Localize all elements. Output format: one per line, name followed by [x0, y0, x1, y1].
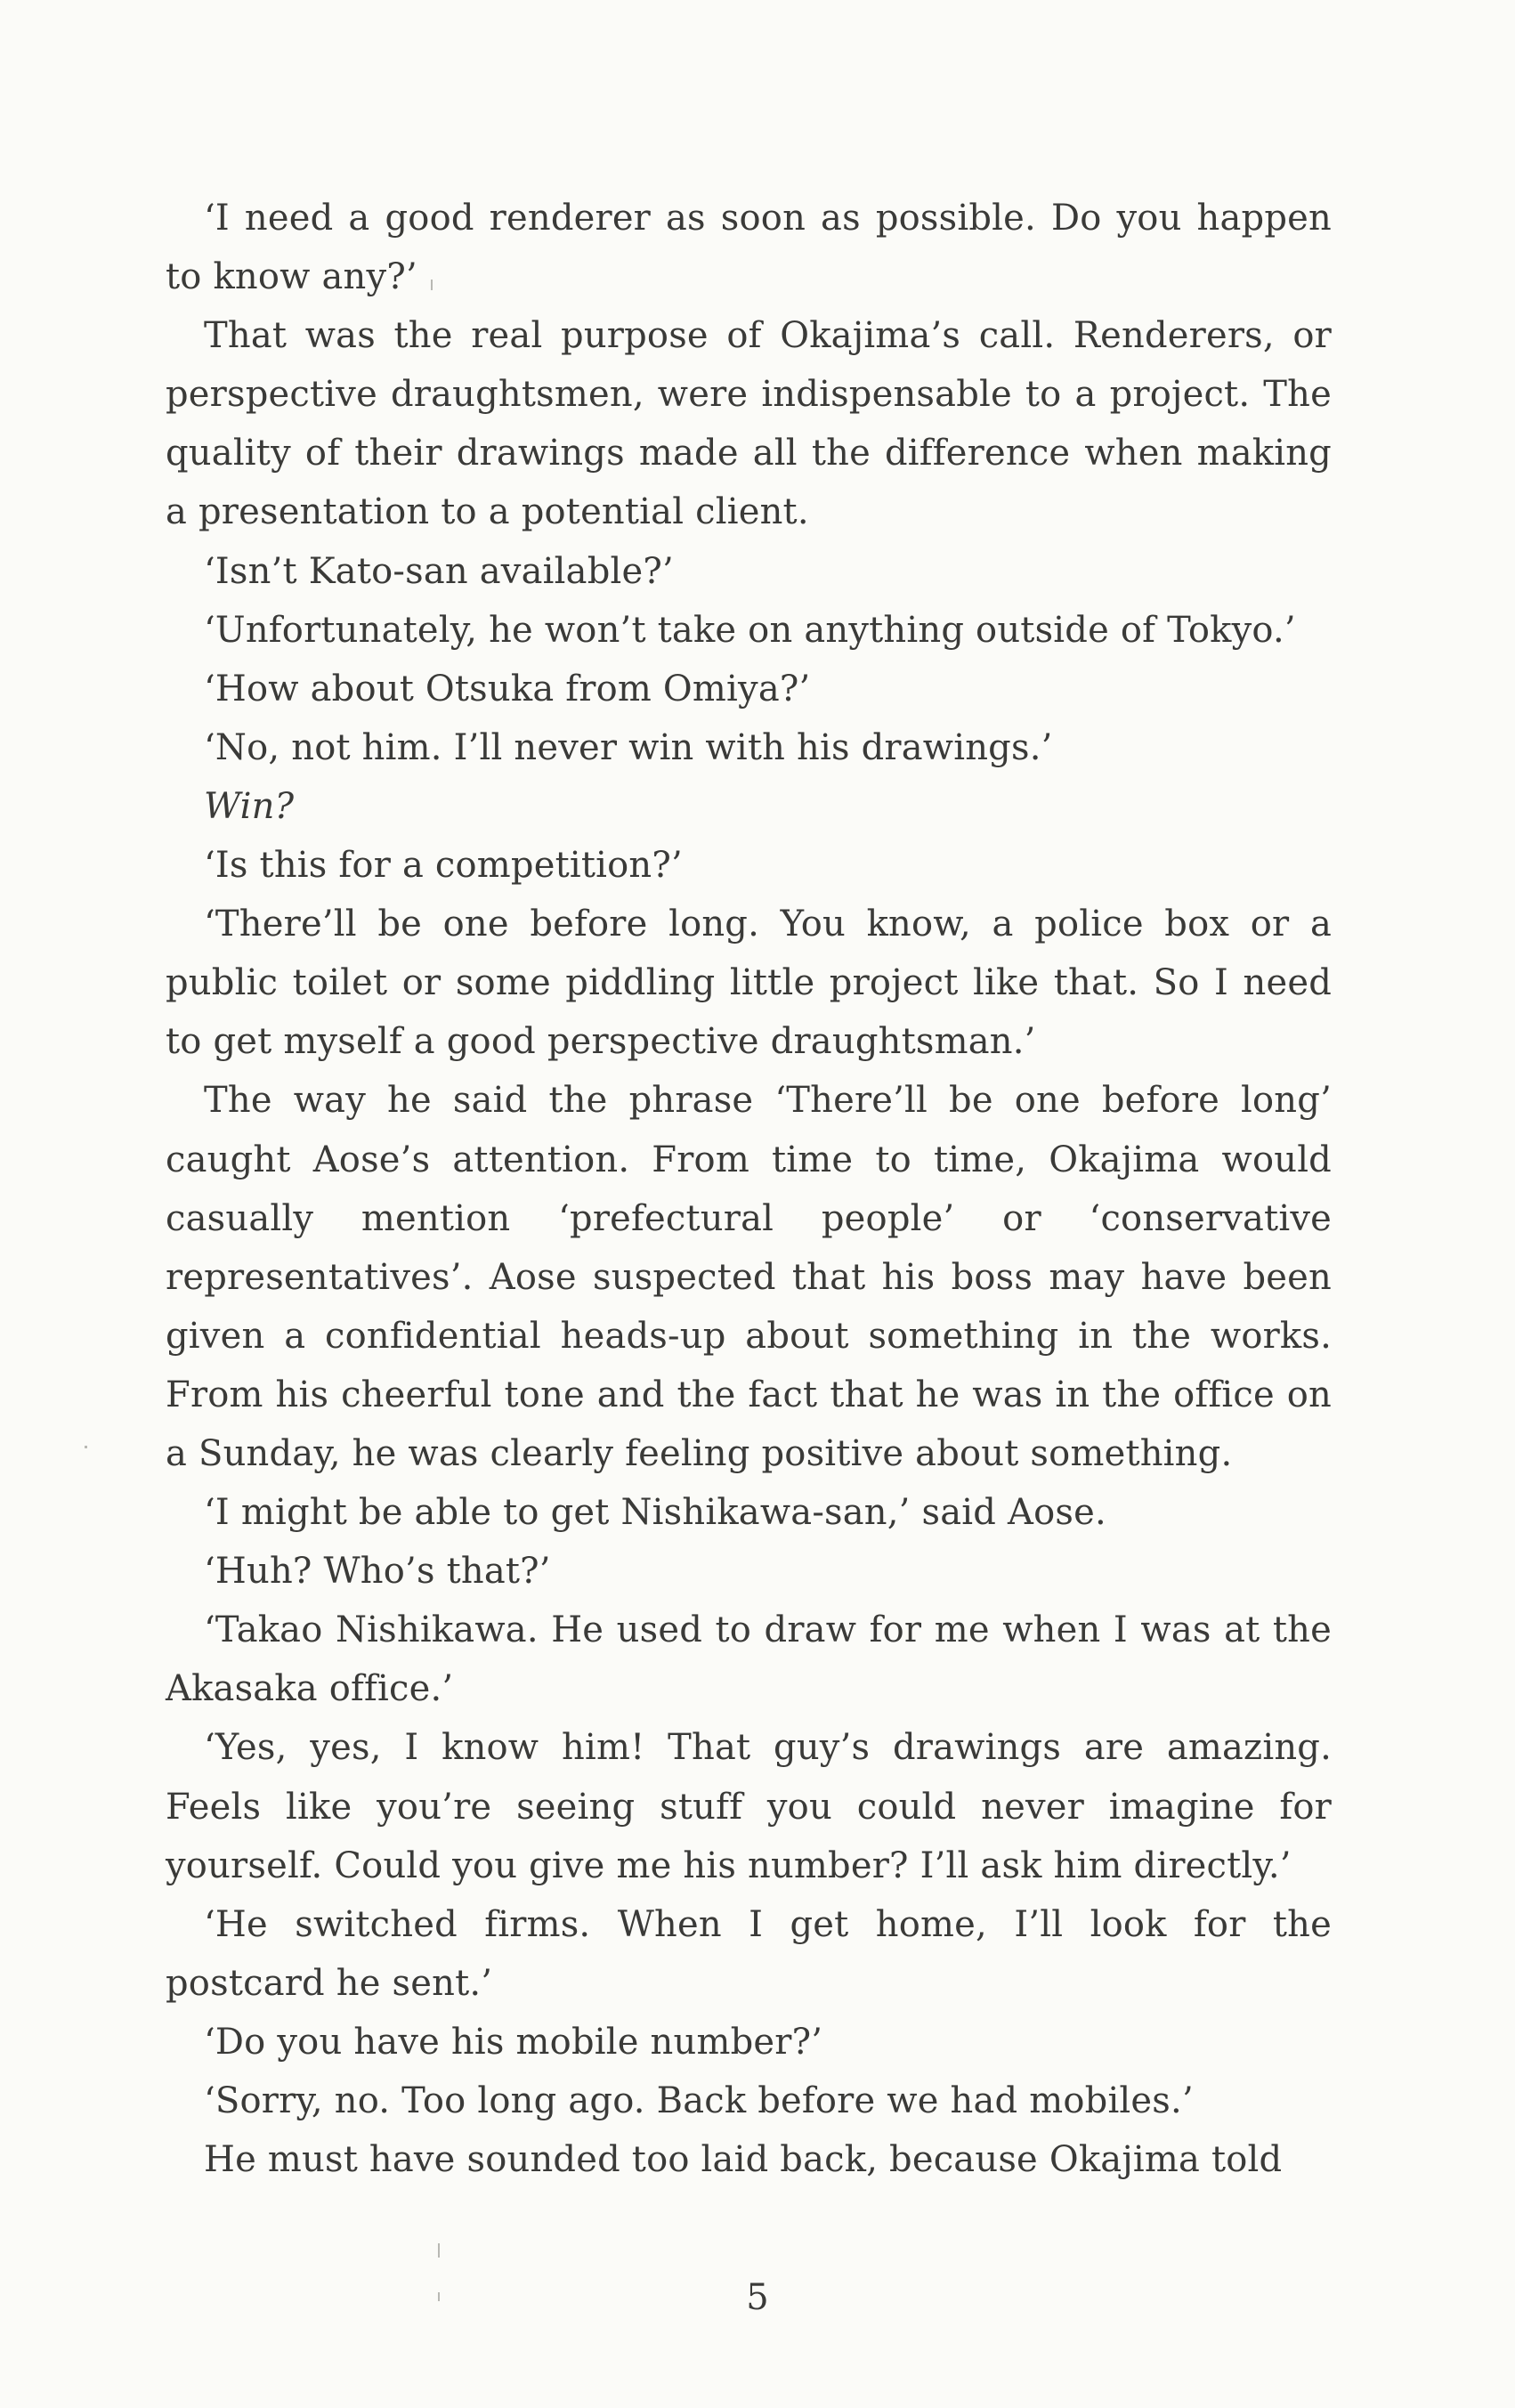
paragraph: ‘Huh? Who’s that?’	[204, 1551, 551, 1593]
paragraph: He must have sounded too laid back, because Okajima told	[204, 2139, 1283, 2181]
paragraph: ‘Unfortunately, he won’t take on anything outside of Tokyo.’	[204, 609, 1296, 651]
paragraph: ‘Takao Nishikawa. He used to draw for me when I was at the Akasaka office.’	[166, 1609, 1332, 1710]
paragraph: ‘There’ll be one before long. You know, a police box or a public toilet or some piddling little project like that. So I need to get myself a good perspective draughtsman.’	[166, 904, 1332, 1063]
italic-paragraph: Win?	[204, 785, 295, 827]
paragraph: ‘Do you have his mobile number?’	[204, 2021, 823, 2063]
paragraph: ‘Yes, yes, I know him! That guy’s drawings are amazing. Feels like you’re seeing stuff you could never imagine for yourself. Could you give me his number? I’ll ask him directly.’	[166, 1727, 1332, 1886]
paper-speck	[431, 280, 433, 290]
body-text	[166, 189, 1332, 2189]
paragraph: ‘I might be able to get Nishikawa-san,’ said Aose.	[204, 1492, 1106, 1534]
paper-speck	[438, 2292, 440, 2301]
paragraph: ‘Is this for a competition?’	[204, 845, 683, 887]
paper-speck	[438, 2243, 440, 2258]
paragraph: The way he said the phrase ‘There’ll be one before long’ caught Aose’s attention. From time to time, Okajima would casually mention ‘prefectural people’ or ‘conservative representatives’. Aose suspected that his boss may have been given a confidential heads-up about something in the works. From his cheerful tone and the fact that he was in the office on a Sunday, he was clearly feeling positive about something.	[166, 1080, 1332, 1474]
paragraph: ‘No, not him. I’ll never win with his drawings.’	[204, 726, 1053, 768]
paragraph: ‘Sorry, no. Too long ago. Back before we had mobiles.’	[204, 2080, 1194, 2121]
paper-speck	[85, 1446, 87, 1448]
paragraph: That was the real purpose of Okajima’s call. Renderers, or perspective draughtsmen, were indispensable to a project. The quality of their drawings made all the difference when making a presentation to a potential client.	[166, 315, 1332, 533]
page-number: 5	[746, 2277, 769, 2318]
paragraph: ‘He switched firms. When I get home, I’ll look for the postcard he sent.’	[166, 1903, 1332, 2004]
paragraph: ‘I need a good renderer as soon as possible. Do you happen to know any?’	[166, 198, 1332, 298]
paragraph: ‘Isn’t Kato-san available?’	[204, 550, 674, 592]
paragraph: ‘How about Otsuka from Omiya?’	[204, 668, 811, 709]
